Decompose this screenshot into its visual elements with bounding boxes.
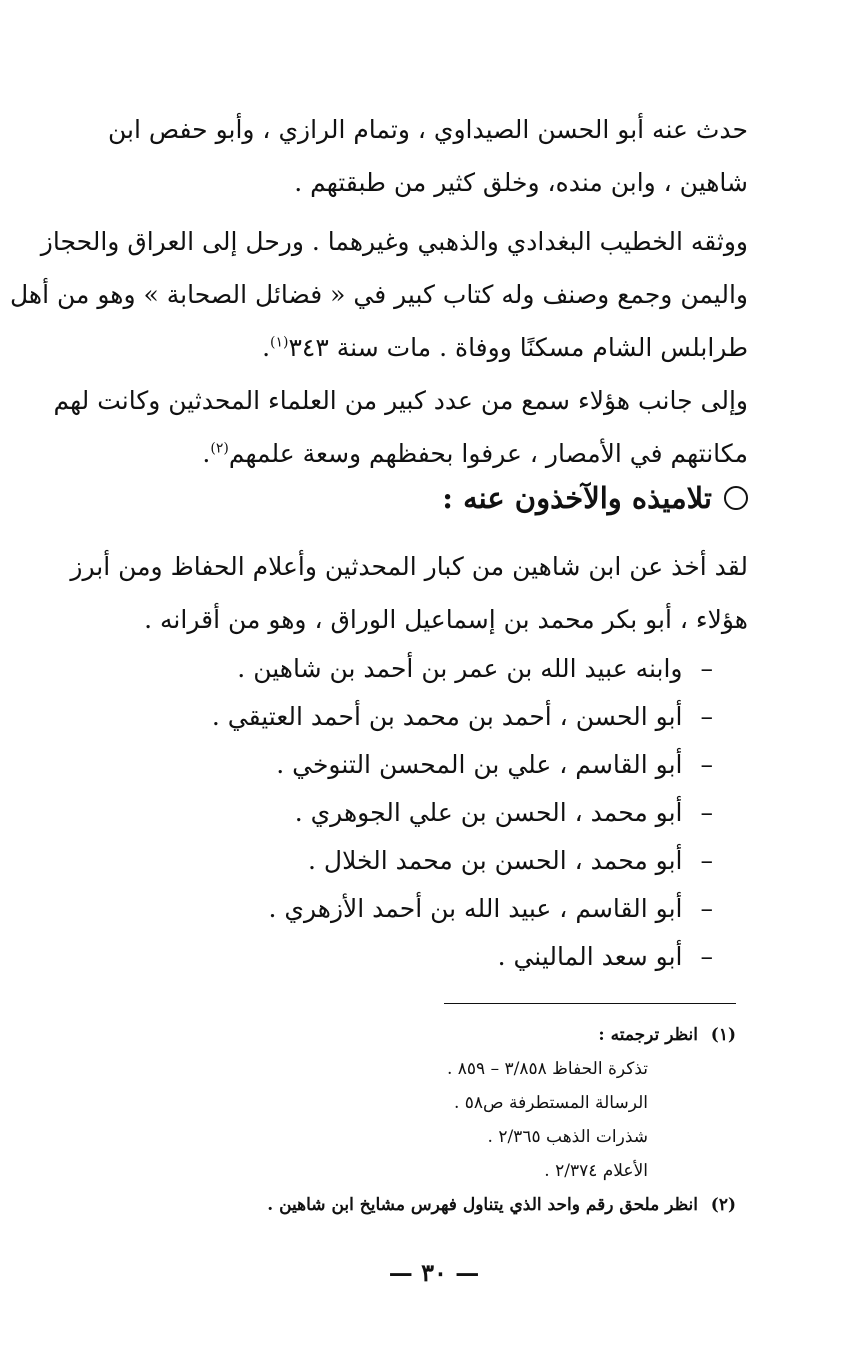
list-item: تذكرة الحفاظ ٣/٨٥٨ – ٨٥٩ . [446, 1059, 648, 1079]
list-item: شذرات الذهب ٢/٣٦٥ . [487, 1127, 648, 1147]
list-item [212, 933, 713, 981]
footnote-ref-1: (١) [270, 334, 289, 351]
list-item [212, 837, 713, 885]
paragraph-line: واليمن وجمع وصنف وله كتاب كبير في « فضائل الصحابة » وهو من أهل [10, 280, 748, 309]
dash-bullet: – [700, 702, 713, 731]
students-list [212, 645, 713, 981]
list-item [212, 741, 713, 789]
footnote-separator [444, 1003, 736, 1004]
section-heading [442, 475, 748, 521]
paragraph-line: ووثقه الخطيب البغدادي والذهبي وغيرهما . ورحل إلى العراق والحجاز [40, 227, 748, 256]
list-item [212, 885, 713, 933]
circle-bullet-icon [724, 486, 748, 510]
footnote-ref-2: (٢) [210, 440, 229, 457]
paragraph-2 [10, 215, 748, 374]
paragraph-line: هؤلاء ، أبو بكر محمد بن إسماعيل الوراق ، وهو من أقرانه . [144, 605, 748, 634]
page-number: — ٣٠ — [388, 1258, 480, 1287]
paragraph-line-text: طرابلس الشام مسكنًا ووفاة . مات سنة ٣٤٣ [288, 333, 748, 362]
footnote-1 [267, 1018, 736, 1052]
student-name: أبو سعد الماليني . [497, 942, 683, 971]
paragraph-line: طرابلس الشام مسكنًا ووفاة . مات سنة ٣٤٣$^{(١)}$. [262, 333, 748, 362]
footnotes [267, 1018, 736, 1222]
student-name: وابنه عبيد الله بن عمر بن أحمد بن شاهين . [237, 654, 683, 683]
list-item [212, 693, 713, 741]
list-item [212, 645, 713, 693]
dash-bullet: – [700, 942, 713, 971]
paragraph-line: حدث عنه أبو الحسن الصيداوي ، وتمام الرازي ، وأبو حفص ابن [108, 115, 748, 144]
student-name: أبو محمد ، الحسن بن علي الجوهري . [294, 798, 683, 827]
footnote-label: انظر ترجمته : [598, 1025, 698, 1045]
footnote-2 [267, 1188, 736, 1222]
student-name: أبو القاسم ، عبيد الله بن أحمد الأزهري . [268, 894, 683, 923]
student-name: أبو محمد ، الحسن بن محمد الخلال . [308, 846, 683, 875]
paragraph-3 [52, 374, 748, 480]
paragraph-4 [52, 540, 748, 646]
footnote-1-references [267, 1052, 736, 1188]
section-heading-text: تلاميذه والآخذون عنه : [442, 481, 712, 515]
dash-bullet: – [700, 654, 713, 683]
dash-bullet: – [700, 750, 713, 779]
student-name: أبو القاسم ، علي بن المحسن التنوخي . [276, 750, 683, 779]
dash-bullet: – [700, 894, 713, 923]
paragraph-line: وإلى جانب هؤلاء سمع من عدد كبير من العلماء المحدثين وكانت لهم [53, 386, 748, 415]
footnote-number: (٢) [710, 1195, 736, 1215]
paragraph-line: لقد أخذ عن ابن شاهين من كبار المحدثين وأعلام الحفاظ ومن أبرز [70, 552, 748, 581]
dash-bullet: – [700, 798, 713, 827]
paragraph-line-text: مكانتهم في الأمصار ، عرفوا بحفظهم وسعة علمهم [228, 439, 748, 468]
footnote-number: (١) [710, 1025, 736, 1045]
paragraph-line: مكانتهم في الأمصار ، عرفوا بحفظهم وسعة علمهم$^{(٢)}$. [202, 439, 748, 468]
dash-bullet: – [700, 846, 713, 875]
list-item [212, 789, 713, 837]
student-name: أبو الحسن ، أحمد بن محمد بن أحمد العتيقي . [211, 702, 683, 731]
paragraph-1 [52, 103, 748, 209]
footnote-text: انظر ملحق رقم واحد الذي يتناول فهرس مشايخ ابن شاهين . [267, 1195, 698, 1215]
list-item: الرسالة المستطرفة ص٥٨ . [453, 1093, 648, 1113]
paragraph-line: شاهين ، وابن منده، وخلق كثير من طبقتهم . [294, 168, 748, 197]
list-item: الأعلام ٢/٣٧٤ . [544, 1161, 648, 1181]
